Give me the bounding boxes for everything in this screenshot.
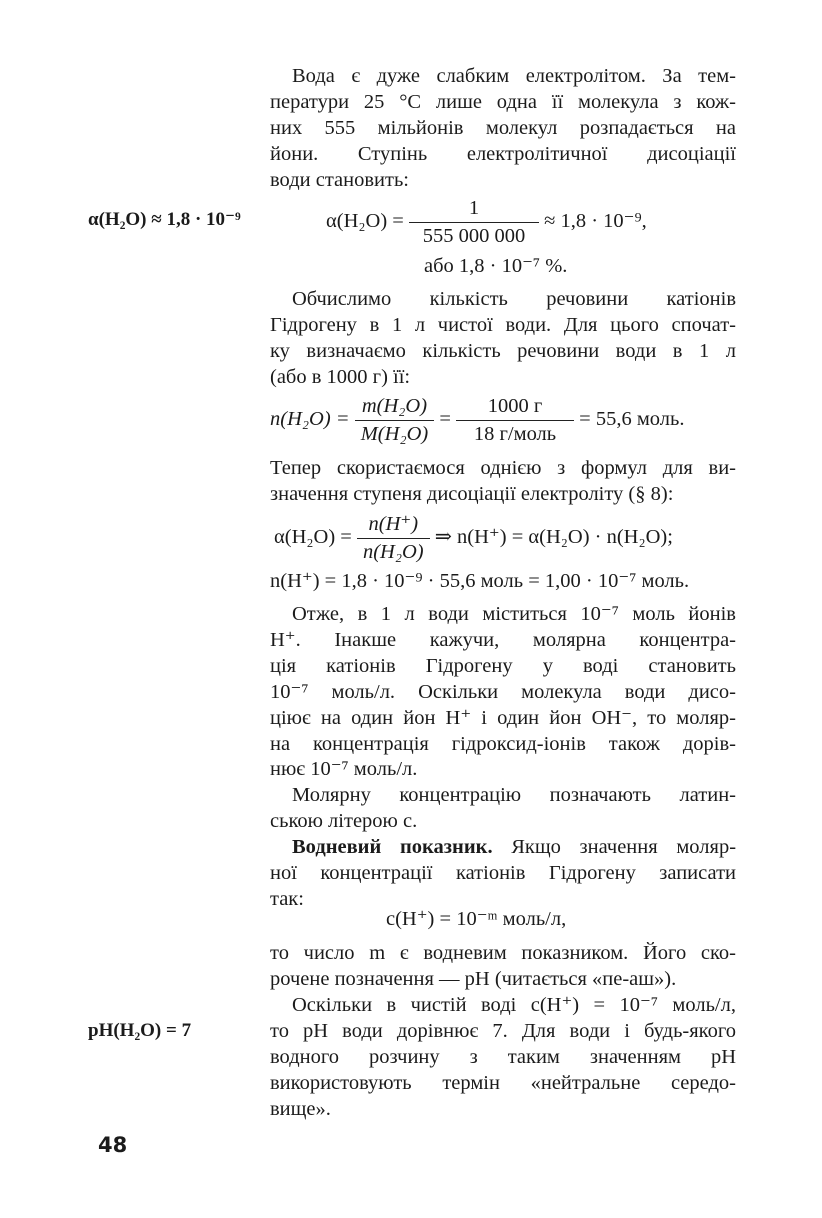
text-line: води становить: <box>270 168 410 191</box>
text-line: 10⁻⁷ моль/л. Оскільки молекула води дисо- <box>270 680 736 703</box>
text-line: значення ступеня дисоціації електроліту (§ 8): <box>270 482 674 505</box>
denominator: M(H₂O) <box>360 423 429 445</box>
equation-alpha-percent: або 1,8 · 10⁻⁷ %. <box>424 255 568 277</box>
fraction-values <box>456 394 574 447</box>
numerator: 1000 г <box>456 394 574 421</box>
eq-sign: = <box>439 408 451 431</box>
equation-amount-water <box>270 394 684 447</box>
text-line: водного розчину з таким значенням pH <box>270 1045 736 1068</box>
paragraph-neutral <box>270 993 736 1123</box>
paragraph-letter-c <box>270 783 736 835</box>
text-line: ної концентрації катіонів Гідрогену записати <box>270 861 736 884</box>
eq-right: ≈ 1,8 · 10⁻⁹, <box>544 210 647 233</box>
text-line: H⁺. Інакше кажучи, молярна концентра- <box>270 628 736 651</box>
numerator: 1 <box>409 196 539 223</box>
equation-ph-definition: c(H⁺) = 10⁻ᵐ моль/л, <box>386 908 567 930</box>
fraction <box>409 196 539 249</box>
text-line: вище». <box>270 1097 331 1120</box>
fraction-mass <box>355 394 434 447</box>
text-line: то число m є водневим показником. Його ско- <box>270 942 736 964</box>
text-line: використовують термін «нейтральне середо- <box>270 1071 736 1094</box>
paragraph-concentration <box>270 602 736 783</box>
text-line: Водневий показник. Якщо значення моляр- <box>292 836 737 858</box>
text-line: (або в 1000 г) її: <box>270 365 411 388</box>
text-line: на концентрація гідроксид-іонів також дорів- <box>270 732 736 755</box>
text-line: так: <box>270 887 304 910</box>
text-line: ською літерою c. <box>270 809 418 832</box>
text-line: ція катіонів Гідрогену у воді становить <box>270 654 736 677</box>
text-line: рочене позначення — pH (читається «пе-аш»). <box>270 967 677 990</box>
bold-term: Водневий показник. <box>292 836 493 858</box>
denominator: 555 000 000 <box>422 225 526 247</box>
paragraph-calc <box>270 287 736 391</box>
text-line: Тепер скористаємося однією з формул для ви- <box>270 457 736 479</box>
text-line: Вода є дуже слабким електролітом. За тем- <box>292 65 736 87</box>
margin-note-alpha: α(H₂O) ≈ 1,8 · 10⁻⁹ <box>88 209 241 230</box>
text-line: нює 10⁻⁷ моль/л. <box>270 758 418 781</box>
text-line: то pH води дорівнює 7. Для води і будь-якого <box>270 1019 736 1042</box>
numerator: m(H₂O) <box>355 394 434 421</box>
paragraph-hydrogen-index <box>270 835 736 913</box>
text-line: них 555 мільйонів молекул розпадається на <box>270 116 736 139</box>
equation-result: n(H⁺) = 1,8 · 10⁻⁹ · 55,6 моль = 1,00 · 10⁻⁷ моль. <box>270 570 690 592</box>
text-line: Гідрогену в 1 л чистої води. Для цього спочат- <box>270 313 736 336</box>
paragraph-formula-intro <box>270 456 736 508</box>
eq-right: = 55,6 моль. <box>579 408 685 431</box>
text-line: Отже, в 1 л води міститься 10⁻⁷ моль йонів <box>292 603 736 625</box>
eq-left: α(H₂O) = <box>326 210 404 233</box>
text-line: Молярну концентрацію позначають латин- <box>292 784 736 806</box>
numerator: n(H⁺) <box>357 512 430 539</box>
text-line: йони. Ступінь електролітичної дисоціації <box>270 142 736 165</box>
page-number: 48 <box>98 1133 128 1157</box>
paragraph-ph-name <box>270 941 736 993</box>
paragraph-water-electrolyte <box>270 64 736 194</box>
eq-left: n(H₂O) = <box>270 408 350 431</box>
eq-right: ⇒ n(H⁺) = α(H₂O) · n(H₂O); <box>434 526 673 549</box>
text-line: ку визначаємо кількість речовини води в 1 л <box>270 339 736 362</box>
text-line: ціює на один йон H⁺ і один йон OH⁻, то моляр- <box>270 706 736 729</box>
equation-dissociation <box>274 512 673 565</box>
margin-note-ph: pH(H₂O) = 7 <box>88 1020 192 1041</box>
text-line: Обчислимо кількість речовини катіонів <box>292 288 736 310</box>
text-line: ператури 25 °С лише одна її молекула з кож- <box>270 90 736 113</box>
denominator: 18 г/моль <box>473 423 557 445</box>
text-line: Оскільки в чистій воді c(H⁺) = 10⁻⁷ моль/л, <box>292 994 736 1016</box>
equation-alpha <box>326 196 647 249</box>
denominator: n(H₂O) <box>362 541 424 563</box>
eq-left: α(H₂O) = <box>274 526 352 549</box>
fraction <box>357 512 430 565</box>
